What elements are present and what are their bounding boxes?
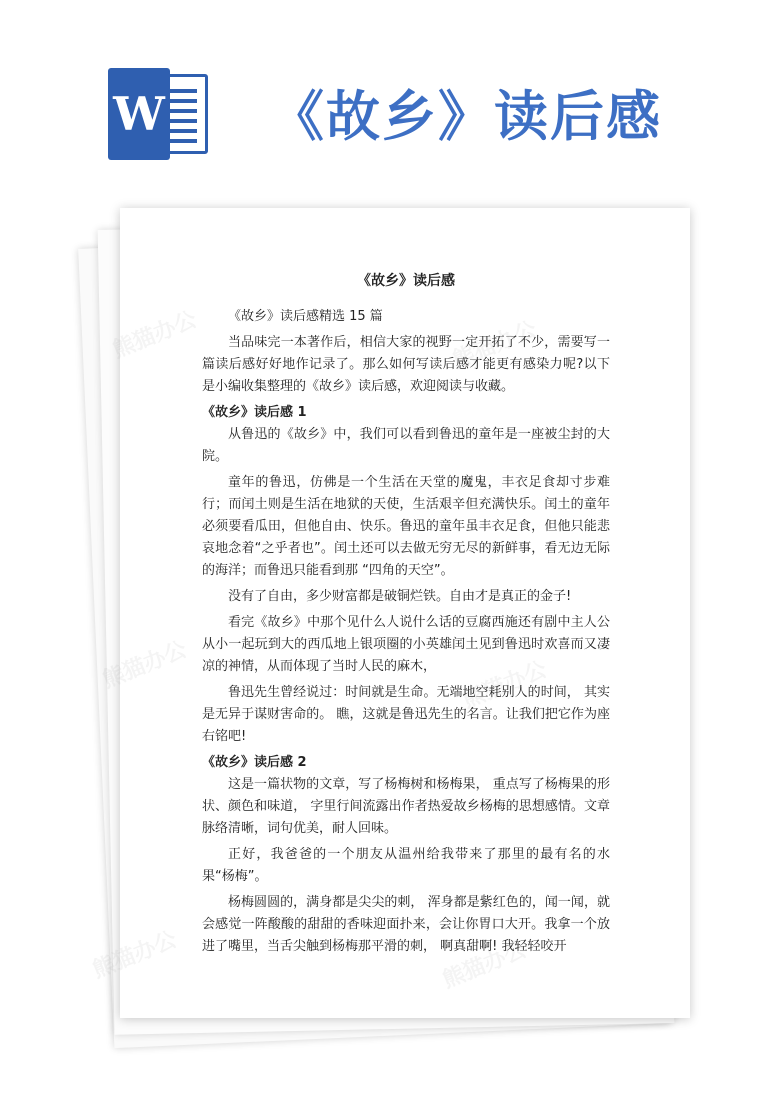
paragraph: 没有了自由，多少财富都是破铜烂铁。自由才是真正的金子! [228,589,572,604]
document-subtitle: 《故乡》读后感精选 15 篇 [228,309,383,324]
paragraph: 从鲁迅的《故乡》中，我们可以看到鲁迅的童年是一座被尘封的大院。 [202,427,610,464]
paragraph: 鲁迅先生曾经说过：时间就是生命。无端地空耗别人的时间， 其实是无异于谋财害命的。 瞧，这就是鲁迅先生的名言。让我们把它作为座右铭吧! [202,685,610,744]
intro-paragraph: 当品味完一本著作后，相信大家的视野一定开拓了不少，需要写一篇读后感好好地作记录了。那么如何写读后感才能更有感染力呢?以下是小编收集整理的《故乡》读后感，欢迎阅读与收藏。 [202,335,610,394]
document-title: 《故乡》读后感 [357,273,455,289]
section-heading-1: 《故乡》读后感 1 [202,405,307,420]
word-icon-letter: W [108,68,170,160]
paragraph: 正好，我爸爸的一个朋友从温州给我带来了那里的最有名的水果“杨梅”。 [202,847,610,884]
document-page: 熊猫办公 熊猫办公 熊猫办公 熊猫办公 熊猫办公 熊猫办公 《故乡》读后感 《故乡》读后感精选 15 篇 当品味完一本著作后，相信大家的视野一定开拓了不少，需要写一篇读后感好好地作记录了。那么如何写读后感才能更有感染力呢?以下是小编收集整理的《故乡》读后感，欢迎阅读与收藏。 《故乡》读后感 1 从鲁迅的《故乡》中，我们可以看到鲁迅的童年是一座被尘封的大院。 童年的鲁迅，仿佛是一个生活在天堂的魔鬼，丰衣足食却寸步难行；而闰土则是生活在地狱的天使，生活艰辛但充满快乐。闰土的童年必须要看瓜田，但他自由、快乐。鲁迅的童年虽丰衣足食，但他只能悲哀地念着“之乎者也”。闰土还可以去做无穷无尽的新鲜事，看无边无际的海洋；而鲁迅只能看到那 “四角的天空”。 没有了自由，多少财富都是破铜烂铁。自由才是真正的金子! 看完《故乡》中那个见什么人说什么话的豆腐西施还有剧中主人公从小一起玩到大的西瓜地上银项圈的小英雄闰土见到鲁迅时欢喜而又凄凉的神情，从而体现了当时人民的麻木， 鲁迅先生曾经说过：时间就是生命。无端地空耗别人的时间， 其实是无异于谋财害命的。 瞧，这就是鲁迅先生的名言。让我们把它作为座右铭吧! 《故乡》读后感 2 这是一篇状物的文章，写了杨梅树和杨梅果， 重点写了杨梅果的形状、颜色和味道， 字里行间流露出作者热爱故乡杨梅的思想感情。文章脉络清晰，词句优美，耐人回味。 正好，我爸爸的一个朋友从温州给我带来了那里的最有名的水果“杨梅”。 杨梅圆圆的，满身都是尖尖的刺， 浑身都是紫红色的，闻一闻，就会感觉一阵酸酸的甜甜的香味迎面扑来，会让你胃口大开。我拿一个放进了嘴里，当舌尖触到杨梅那平滑的刺， 啊真甜啊! 我轻轻咬开 [120,208,690,1018]
paragraph: 这是一篇状物的文章，写了杨梅树和杨梅果， 重点写了杨梅果的形状、颜色和味道， 字里行间流露出作者热爱故乡杨梅的思想感情。文章脉络清晰，词句优美，耐人回味。 [202,777,610,836]
paragraph: 杨梅圆圆的，满身都是尖尖的刺， 浑身都是紫红色的，闻一闻，就会感觉一阵酸酸的甜甜的香味迎面扑来，会让你胃口大开。我拿一个放进了嘴里，当舌尖触到杨梅那平滑的刺， 啊真甜啊! 我轻轻咬开 [202,895,610,954]
banner [0,0,780,190]
word-document-icon [108,68,208,160]
banner-title: 《故乡》读后感 [270,84,662,148]
paragraph: 看完《故乡》中那个见什么人说什么话的豆腐西施还有剧中主人公从小一起玩到大的西瓜地上银项圈的小英雄闰土见到鲁迅时欢喜而又凄凉的神情，从而体现了当时人民的麻木， [202,615,610,674]
section-heading-2: 《故乡》读后感 2 [202,755,307,770]
document-content [202,270,610,962]
paragraph: 童年的鲁迅，仿佛是一个生活在天堂的魔鬼，丰衣足食却寸步难行；而闰土则是生活在地狱的天使，生活艰辛但充满快乐。闰土的童年必须要看瓜田，但他自由、快乐。鲁迅的童年虽丰衣足食，但他只能悲哀地念着“之乎者也”。闰土还可以去做无穷无尽的新鲜事，看无边无际的海洋；而鲁迅只能看到那 “四角的天空”。 [202,475,610,578]
